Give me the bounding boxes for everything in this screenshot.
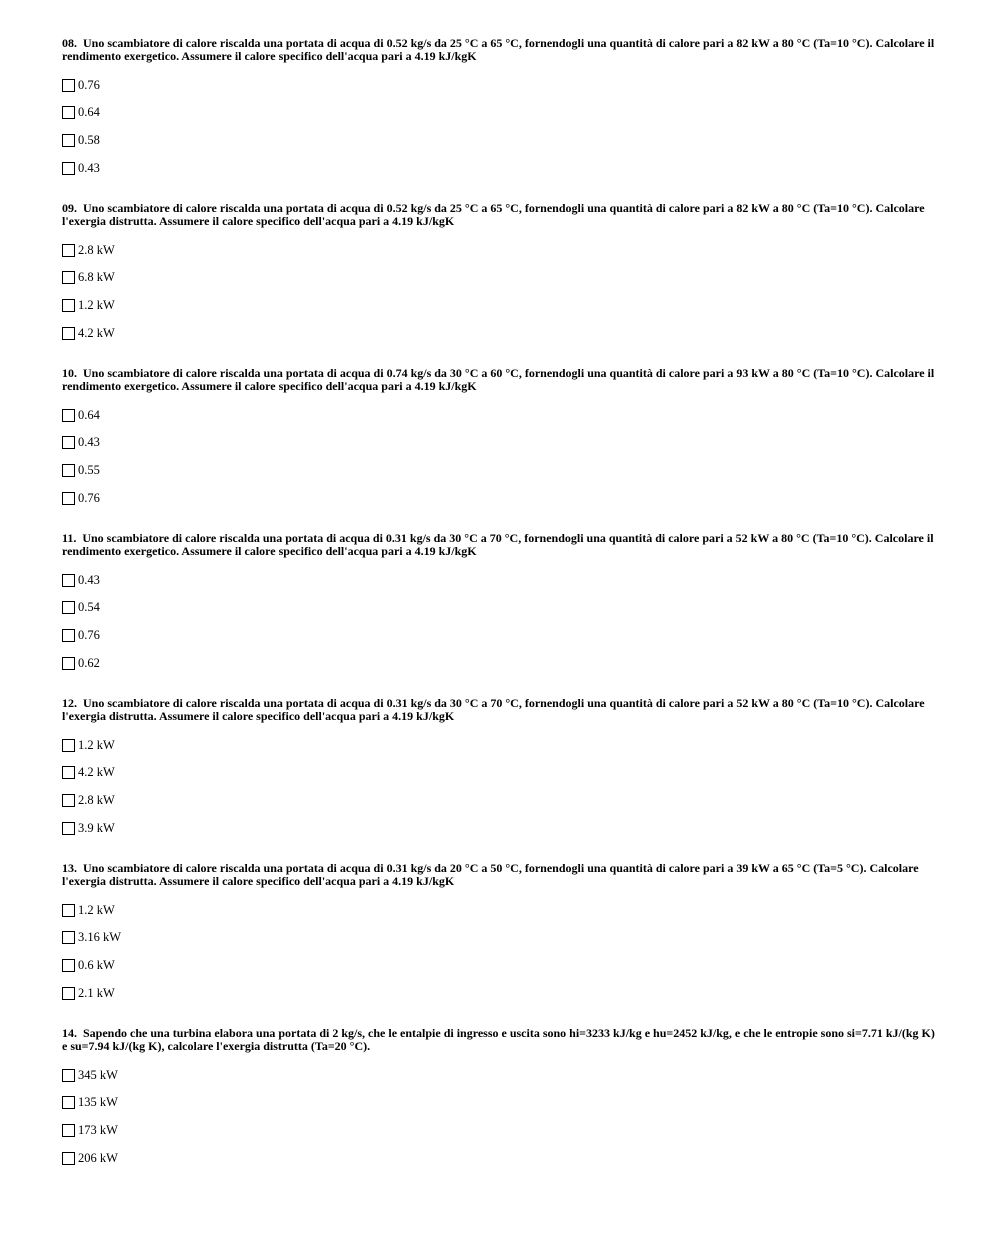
answer-checkbox[interactable]	[62, 327, 75, 340]
question-number: 10.	[62, 366, 77, 380]
answer-option[interactable]	[62, 1123, 942, 1139]
answer-option[interactable]	[62, 737, 942, 753]
answer-options	[62, 242, 942, 341]
answer-option[interactable]	[62, 793, 942, 809]
question-number: 13.	[62, 861, 77, 875]
answer-label: 3.9 kW	[78, 820, 115, 835]
answer-options	[62, 902, 942, 1001]
answer-checkbox[interactable]	[62, 1096, 75, 1109]
question-text	[62, 37, 942, 63]
answer-label: 0.43	[78, 572, 100, 587]
answer-label: 0.76	[78, 628, 100, 643]
answer-checkbox[interactable]	[62, 739, 75, 752]
question-body: Sapendo che una turbina elabora una portata di 2 kg/s, che le entalpie di ingresso e uscita sono hi=3233 kJ/kg e hu=2452 kJ/kg, e che le entropie sono si=7.71 kJ/(kg K) e su=7.94 kJ/(kg K), calcolare l'exergia distrutta (Ta=20 °C).	[62, 1026, 935, 1053]
question-text	[62, 367, 942, 393]
answer-option[interactable]	[62, 105, 942, 121]
question-text	[62, 1027, 942, 1053]
question-body: Uno scambiatore di calore riscalda una portata di acqua di 0.31 kg/s da 20 °C a 50 °C, fornendogli una quantità di calore pari a 39 kW a 65 °C (Ta=5 °C). Calcolare l'exergia distrutta. Assumere il calore specifico dell'acqua pari a 4.19 kJ/kgK	[62, 861, 919, 888]
question-body: Uno scambiatore di calore riscalda una portata di acqua di 0.52 kg/s da 25 °C a 65 °C, fornendogli una quantità di calore pari a 82 kW a 80 °C (Ta=10 °C). Calcolare l'exergia distrutta. Assumere il calore specifico dell'acqua pari a 4.19 kJ/kgK	[62, 201, 925, 228]
answer-checkbox[interactable]	[62, 959, 75, 972]
answer-checkbox[interactable]	[62, 987, 75, 1000]
answer-option[interactable]	[62, 765, 942, 781]
answer-label: 0.62	[78, 655, 100, 670]
answer-checkbox[interactable]	[62, 629, 75, 642]
answer-checkbox[interactable]	[62, 657, 75, 670]
answer-checkbox[interactable]	[62, 794, 75, 807]
answer-checkbox[interactable]	[62, 134, 75, 147]
answer-checkbox[interactable]	[62, 436, 75, 449]
answer-checkbox[interactable]	[62, 409, 75, 422]
answer-label: 2.8 kW	[78, 793, 115, 808]
answer-option[interactable]	[62, 133, 942, 149]
answer-options	[62, 737, 942, 836]
answer-option[interactable]	[62, 628, 942, 644]
answer-option[interactable]	[62, 435, 942, 451]
question-number: 08.	[62, 36, 77, 50]
answer-option[interactable]	[62, 490, 942, 506]
answer-label: 206 kW	[78, 1150, 118, 1165]
answer-checkbox[interactable]	[62, 766, 75, 779]
answer-label: 1.2 kW	[78, 902, 115, 917]
answer-option[interactable]	[62, 820, 942, 836]
answer-label: 1.2 kW	[78, 298, 115, 313]
answer-options	[62, 1067, 942, 1166]
answer-checkbox[interactable]	[62, 601, 75, 614]
question-number: 12.	[62, 696, 77, 710]
answer-option[interactable]	[62, 1067, 942, 1083]
answer-option[interactable]	[62, 160, 942, 176]
answer-option[interactable]	[62, 298, 942, 314]
question-block	[62, 37, 942, 202]
answer-option[interactable]	[62, 270, 942, 286]
answer-label: 4.2 kW	[78, 765, 115, 780]
answer-checkbox[interactable]	[62, 1069, 75, 1082]
answer-label: 0.43	[78, 435, 100, 450]
answer-options	[62, 77, 942, 176]
question-block	[62, 862, 942, 1027]
answer-label: 0.54	[78, 600, 100, 615]
answer-checkbox[interactable]	[62, 574, 75, 587]
answer-checkbox[interactable]	[62, 271, 75, 284]
answer-checkbox[interactable]	[62, 904, 75, 917]
answer-label: 3.16 kW	[78, 930, 122, 945]
question-block	[62, 697, 942, 862]
answer-checkbox[interactable]	[62, 492, 75, 505]
answer-option[interactable]	[62, 407, 942, 423]
answer-label: 1.2 kW	[78, 737, 115, 752]
answer-label: 0.43	[78, 160, 100, 175]
answer-label: 0.6 kW	[78, 958, 115, 973]
question-text	[62, 532, 942, 558]
answer-option[interactable]	[62, 930, 942, 946]
answer-label: 0.58	[78, 133, 100, 148]
answer-checkbox[interactable]	[62, 106, 75, 119]
answer-label: 173 kW	[78, 1123, 118, 1138]
answer-label: 345 kW	[78, 1067, 118, 1082]
answer-checkbox[interactable]	[62, 244, 75, 257]
question-number: 09.	[62, 201, 77, 215]
answer-checkbox[interactable]	[62, 162, 75, 175]
answer-label: 0.76	[78, 77, 100, 92]
answer-options	[62, 572, 942, 671]
question-block	[62, 532, 942, 697]
answer-option[interactable]	[62, 655, 942, 671]
answer-label: 0.64	[78, 407, 100, 422]
question-text	[62, 697, 942, 723]
answer-checkbox[interactable]	[62, 1152, 75, 1165]
question-block	[62, 367, 942, 532]
answer-label: 0.76	[78, 490, 100, 505]
answer-option[interactable]	[62, 958, 942, 974]
question-number: 11.	[62, 531, 77, 545]
answer-checkbox[interactable]	[62, 299, 75, 312]
answer-option[interactable]	[62, 325, 942, 341]
answer-checkbox[interactable]	[62, 79, 75, 92]
answer-label: 0.64	[78, 105, 100, 120]
answer-option[interactable]	[62, 242, 942, 258]
question-body: Uno scambiatore di calore riscalda una portata di acqua di 0.31 kg/s da 30 °C a 70 °C, fornendogli una quantità di calore pari a 52 kW a 80 °C (Ta=10 °C). Calcolare il rendimento exergetico. Assumere il calore specifico dell'acqua pari a 4.19 kJ/kgK	[62, 531, 934, 558]
question-body: Uno scambiatore di calore riscalda una portata di acqua di 0.31 kg/s da 30 °C a 70 °C, fornendogli una quantità di calore pari a 52 kW a 80 °C (Ta=10 °C). Calcolare l'exergia distrutta. Assumere il calore specifico dell'acqua pari a 4.19 kJ/kgK	[62, 696, 925, 723]
answer-label: 2.1 kW	[78, 985, 115, 1000]
question-block	[62, 1027, 942, 1192]
answer-option[interactable]	[62, 600, 942, 616]
answer-checkbox[interactable]	[62, 464, 75, 477]
answer-checkbox[interactable]	[62, 1124, 75, 1137]
answer-checkbox[interactable]	[62, 931, 75, 944]
answer-checkbox[interactable]	[62, 822, 75, 835]
answer-option[interactable]	[62, 1150, 942, 1166]
quiz-page	[62, 37, 942, 1192]
answer-option[interactable]	[62, 985, 942, 1001]
answer-label: 0.55	[78, 463, 100, 478]
question-text	[62, 862, 942, 888]
answer-label: 135 kW	[78, 1095, 118, 1110]
question-text	[62, 202, 942, 228]
answer-option[interactable]	[62, 902, 942, 918]
answer-label: 2.8 kW	[78, 242, 115, 257]
answer-option[interactable]	[62, 463, 942, 479]
question-body: Uno scambiatore di calore riscalda una portata di acqua di 0.74 kg/s da 30 °C a 60 °C, fornendogli una quantità di calore pari a 93 kW a 80 °C (Ta=10 °C). Calcolare il rendimento exergetico. Assumere il calore specifico dell'acqua pari a 4.19 kJ/kgK	[62, 366, 935, 393]
answer-option[interactable]	[62, 77, 942, 93]
answer-options	[62, 407, 942, 506]
answer-option[interactable]	[62, 572, 942, 588]
question-body: Uno scambiatore di calore riscalda una portata di acqua di 0.52 kg/s da 25 °C a 65 °C, fornendogli una quantità di calore pari a 82 kW a 80 °C (Ta=10 °C). Calcolare il rendimento exergetico. Assumere il calore specifico dell'acqua pari a 4.19 kJ/kgK	[62, 36, 935, 63]
answer-label: 6.8 kW	[78, 270, 115, 285]
question-block	[62, 202, 942, 367]
question-number: 14.	[62, 1026, 77, 1040]
answer-option[interactable]	[62, 1095, 942, 1111]
answer-label: 4.2 kW	[78, 325, 115, 340]
